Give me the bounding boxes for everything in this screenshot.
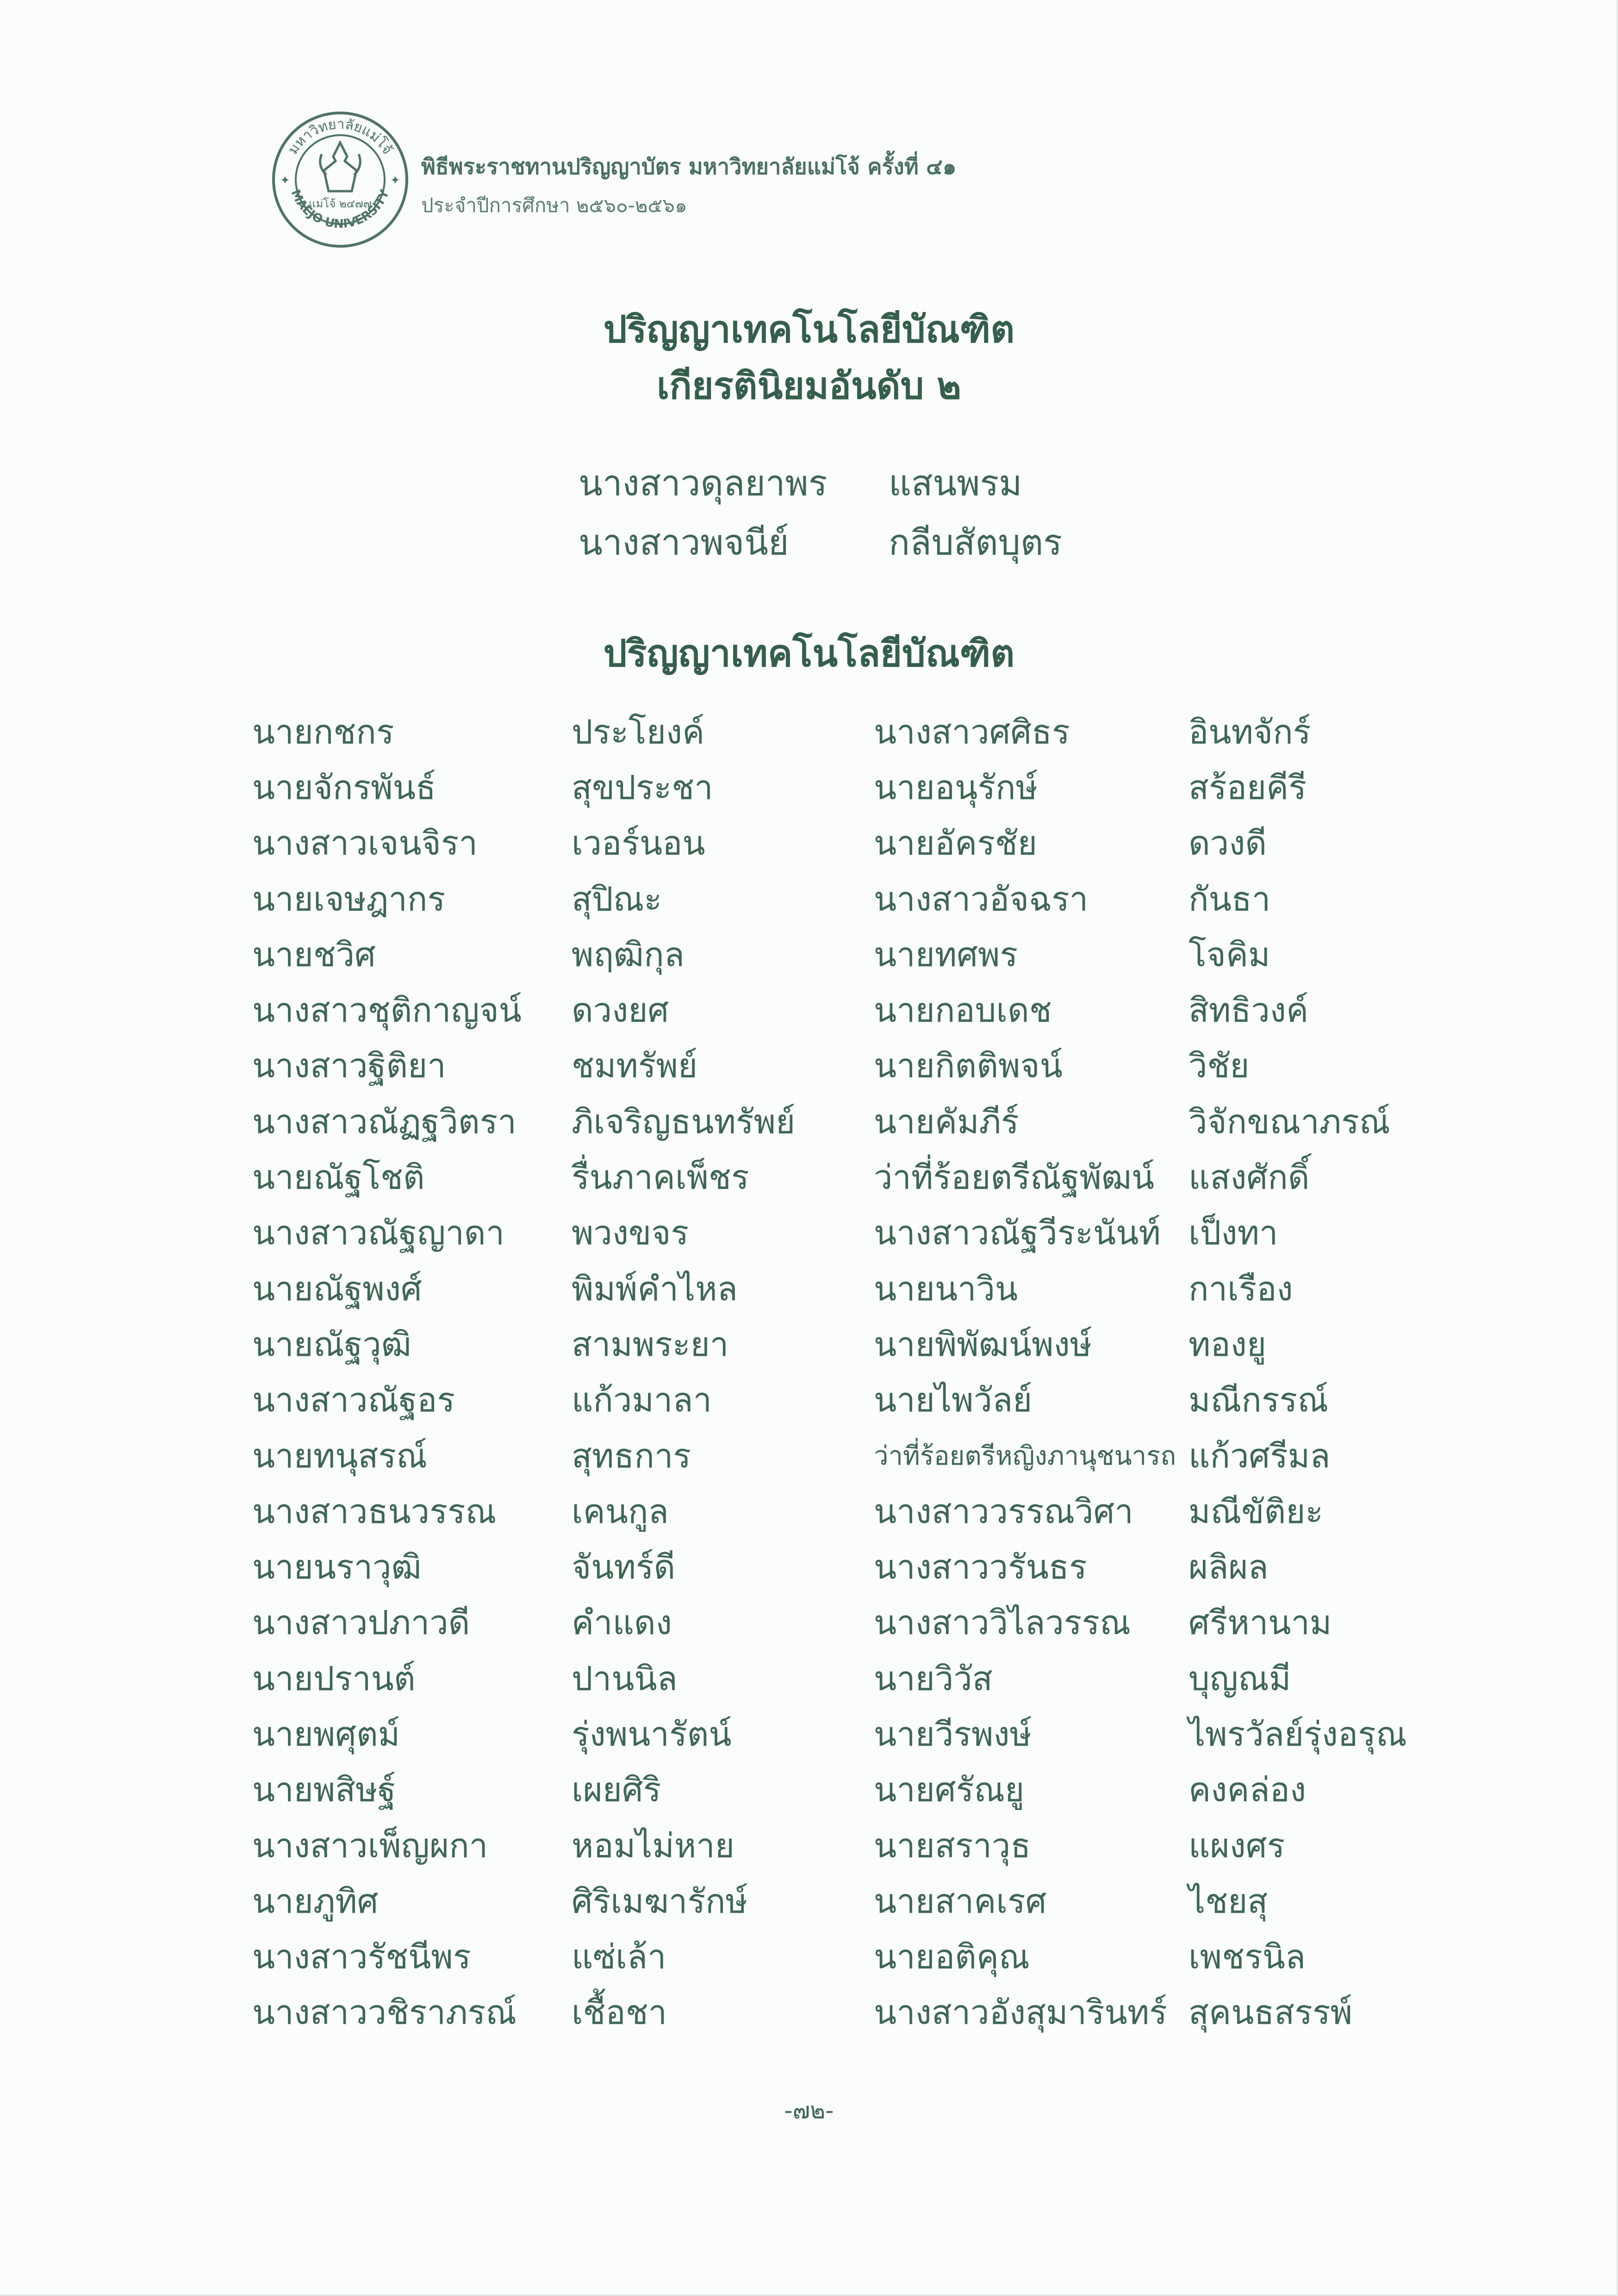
list-item (874, 1038, 1407, 1093)
first-name: ว่าที่ร้อยตรีหญิงภานุชนารถ (874, 1441, 1176, 1471)
list-item (874, 1595, 1407, 1650)
first-name: นางสาววิไลวรรณ (874, 1603, 1131, 1642)
last-name: แก้วศรีมล (1189, 1436, 1331, 1475)
first-name: นางสาววรรณวิศา (874, 1491, 1133, 1531)
last-name: มณีกรรณ์ (1189, 1380, 1328, 1420)
list-item (874, 1372, 1407, 1428)
first-name: นางสาวปภาวดี (252, 1603, 470, 1642)
last-name: เวอร์นอน (572, 824, 705, 863)
first-name: นางสาวธนวรรณ (252, 1491, 497, 1531)
list-item (252, 926, 795, 982)
first-name: นายอัครชัย (874, 824, 1037, 863)
list-item (252, 1929, 795, 1984)
last-name: แซ่เล้า (572, 1937, 666, 1977)
first-name: นายพสิษฐ์ (252, 1770, 396, 1809)
first-name: นายกอบเดช (874, 991, 1052, 1030)
ceremony-header (421, 149, 957, 221)
last-name: เชื้อชา (572, 1993, 667, 2032)
list-item (252, 815, 795, 871)
list-item (252, 704, 795, 759)
first-name: นายวีรพงษ์ (874, 1714, 1032, 1753)
list-item (874, 1650, 1407, 1706)
last-name: พวงขจร (572, 1213, 689, 1253)
list-item (252, 1205, 795, 1260)
first-name: นางสาวณัฏฐวิตรา (252, 1102, 517, 1141)
last-name: มณีขัติยะ (1189, 1491, 1324, 1531)
list-item (874, 1316, 1407, 1372)
last-name: จันทร์ดี (572, 1547, 676, 1587)
list-item (874, 704, 1407, 759)
list-item (874, 1873, 1407, 1928)
list-item (874, 871, 1407, 926)
academic-year: ประจำปีการศึกษา ๒๕๖๐-๒๕๖๑ (421, 194, 687, 217)
svg-text:มหาวิทยาลัยแม่โจ้: มหาวิทยาลัยแม่โจ้ (285, 116, 396, 157)
list-item (874, 1929, 1407, 1984)
list-item (252, 759, 795, 815)
first-name: นางสาวดุลยาพร (579, 462, 828, 504)
first-name: นางสาวรัชนีพร (252, 1937, 471, 1977)
first-name: นางสาวพจนีย์ (579, 522, 789, 563)
first-name: นายนราวุฒิ (252, 1547, 422, 1587)
last-name: แสนพรม (889, 462, 1022, 504)
last-name: แผงศร (1189, 1826, 1285, 1865)
first-name: นายกิตติพจน์ (874, 1046, 1063, 1086)
list-item (252, 1093, 795, 1149)
last-name: หอมไม่หาย (572, 1826, 734, 1865)
last-name: ไชยสุ (1189, 1881, 1268, 1921)
last-name: สามพระยา (572, 1324, 729, 1364)
list-item (252, 1984, 795, 2040)
last-name: เป็งทา (1189, 1213, 1278, 1253)
last-name: กันธา (1189, 879, 1271, 918)
last-name: แสงศักดิ์ (1189, 1158, 1310, 1197)
page-number: -๗๒- (784, 2097, 834, 2124)
ceremony-title: พิธีพระราชทานปริญญาบัตร มหาวิทยาลัยแม่โจ้ ครั้งที่ ๔๑ (421, 154, 957, 180)
list-item (874, 759, 1407, 815)
last-name: ภิเจริญธนทรัพย์ (572, 1102, 796, 1141)
last-name: เพชรนิล (1189, 1937, 1306, 1977)
last-name: สร้อยคีรี (1189, 767, 1307, 807)
last-name: ดวงดี (1189, 824, 1267, 863)
first-name: นายพศุตม์ (252, 1714, 400, 1753)
last-name: ปานนิล (572, 1659, 678, 1698)
list-item (579, 454, 1062, 513)
list-item (874, 815, 1407, 871)
first-name: นายณัฐวุฒิ (252, 1324, 411, 1364)
last-name: ดวงยศ (572, 991, 669, 1030)
first-name: นางสาวณัฐญาดา (252, 1213, 505, 1253)
list-item (252, 1873, 795, 1928)
list-item (252, 1428, 795, 1483)
list-item (874, 1817, 1407, 1873)
last-name: กลีบสัตบุตร (889, 522, 1062, 563)
first-name: นายณัฐโชติ (252, 1158, 425, 1197)
first-name: นายศรัณยู (874, 1770, 1025, 1809)
first-name: นายทศพร (874, 935, 1018, 974)
last-name: สุทธการ (572, 1436, 691, 1475)
svg-text:แม่โจ้ ๒๔๗๗: แม่โจ้ ๒๔๗๗ (309, 197, 372, 210)
last-name: สุปิณะ (572, 879, 662, 918)
last-name: เผยศิริ (572, 1770, 661, 1809)
last-name: โจคิม (1189, 935, 1270, 974)
list-item (252, 1706, 795, 1761)
first-name: นายเจษฎากร (252, 879, 446, 918)
first-name: ว่าที่ร้อยตรีณัฐพัฒน์ (874, 1158, 1155, 1197)
list-item (874, 1093, 1407, 1149)
list-item (874, 1762, 1407, 1817)
svg-text:MAEJO UNIVERSITY: MAEJO UNIVERSITY (288, 187, 392, 231)
honours-list (579, 454, 1062, 572)
last-name: วิจักขณาภรณ์ (1189, 1102, 1390, 1141)
last-name: ศรีหานาม (1189, 1603, 1332, 1642)
list-item (252, 1762, 795, 1817)
last-name: แก้วมาลา (572, 1380, 712, 1420)
first-name: นายสาคเรศ (874, 1881, 1047, 1921)
list-item (874, 1984, 1407, 2040)
last-name: อินทจักร์ (1189, 712, 1311, 751)
list-item (874, 926, 1407, 982)
last-name: คำแดง (572, 1603, 672, 1642)
last-name: ไพรวัลย์รุ่งอรุณ (1189, 1714, 1407, 1753)
list-item (252, 1149, 795, 1204)
list-item (252, 1539, 795, 1594)
first-name: นายภูทิศ (252, 1881, 379, 1921)
last-name: กาเรือง (1189, 1269, 1293, 1308)
last-name: วิชัย (1189, 1046, 1250, 1086)
last-name: ชมทรัพย์ (572, 1046, 698, 1086)
first-name: นายทนุสรณ์ (252, 1436, 427, 1475)
first-name: นางสาวฐิติยา (252, 1046, 446, 1086)
svg-text:✦: ✦ (390, 174, 400, 187)
list-item (252, 1817, 795, 1873)
last-name: ทองยู (1189, 1324, 1267, 1364)
last-name: ประโยงค์ (572, 712, 705, 751)
list-item (874, 1539, 1407, 1594)
first-name: นางสาวณัฐวีระนันท์ (874, 1213, 1161, 1253)
first-name: นายอติคุณ (874, 1937, 1030, 1977)
list-item (874, 1706, 1407, 1761)
list-item (252, 1595, 795, 1650)
list-item (252, 1038, 795, 1093)
first-name: นายคัมภีร์ (874, 1102, 1019, 1141)
first-name: นางสาวเจนจิรา (252, 824, 478, 863)
first-name: นายจักรพันธ์ (252, 767, 436, 807)
first-name: นางสาวอังสุมารินทร์ (874, 1993, 1167, 2032)
last-name: เคนกูล (572, 1491, 669, 1531)
first-name: นายวิวัส (874, 1659, 993, 1698)
first-name: นางสาวณัฐอร (252, 1380, 455, 1420)
list-item (252, 1650, 795, 1706)
first-name: นายพิพัฒน์พงษ์ (874, 1324, 1092, 1364)
last-name: รุ่งพนารัตน์ (572, 1714, 732, 1753)
honours-class-title: เกียรตินิยมอันดับ ๒ (657, 364, 961, 407)
degree-section-title: ปริญญาเทคโนโลยีบัณฑิต (603, 632, 1015, 675)
list-item (579, 513, 1062, 572)
list-item (252, 1483, 795, 1539)
list-item (874, 1205, 1407, 1260)
graduates-right-column (874, 704, 1407, 2040)
last-name: สุคนธสรรพ์ (1189, 1993, 1353, 2032)
first-name: นายกชกร (252, 712, 394, 751)
list-item (874, 1149, 1407, 1204)
first-name: นางสาววชิราภรณ์ (252, 1993, 517, 2032)
list-item (252, 1260, 795, 1316)
honours-degree-title: ปริญญาเทคโนโลยีบัณฑิต (603, 308, 1015, 351)
last-name: พิมพ์คำไหล (572, 1269, 738, 1308)
first-name: นายสราวุธ (874, 1826, 1031, 1865)
first-name: นางสาววรันธร (874, 1547, 1087, 1587)
last-name: บุญณมี (1189, 1659, 1291, 1698)
list-item (252, 871, 795, 926)
list-item (874, 1483, 1407, 1539)
first-name: นางสาวเพ็ญผกา (252, 1826, 488, 1865)
last-name: สิทธิวงค์ (1189, 991, 1309, 1030)
first-name: นางสาวศศิธร (874, 712, 1070, 751)
list-item (874, 1428, 1407, 1483)
last-name: คงคล่อง (1189, 1770, 1307, 1809)
first-name: นางสาวอัจฉรา (874, 879, 1089, 918)
last-name: พฤฒิกุล (572, 935, 685, 974)
list-item (874, 1260, 1407, 1316)
first-name: นายณัฐพงศ์ (252, 1269, 422, 1308)
last-name: รื่นภาคเพ็ชร (572, 1158, 749, 1197)
first-name: นายนาวิน (874, 1269, 1018, 1308)
last-name: ศิริเมฆารักษ์ (572, 1881, 748, 1921)
list-item (252, 1372, 795, 1428)
last-name: สุขประชา (572, 767, 713, 807)
svg-text:✦: ✦ (280, 174, 290, 187)
university-seal-logo (271, 110, 410, 249)
first-name: นายปรานต์ (252, 1659, 416, 1698)
list-item (874, 982, 1407, 1037)
list-item (252, 1316, 795, 1372)
last-name: ผลิผล (1189, 1547, 1269, 1587)
graduates-left-column (252, 704, 795, 2040)
first-name: นายไพวัลย์ (874, 1380, 1033, 1420)
first-name: นายชวิศ (252, 935, 376, 974)
first-name: นางสาวชุติกาญจน์ (252, 991, 522, 1030)
list-item (252, 982, 795, 1037)
first-name: นายอนุรักษ์ (874, 767, 1038, 807)
